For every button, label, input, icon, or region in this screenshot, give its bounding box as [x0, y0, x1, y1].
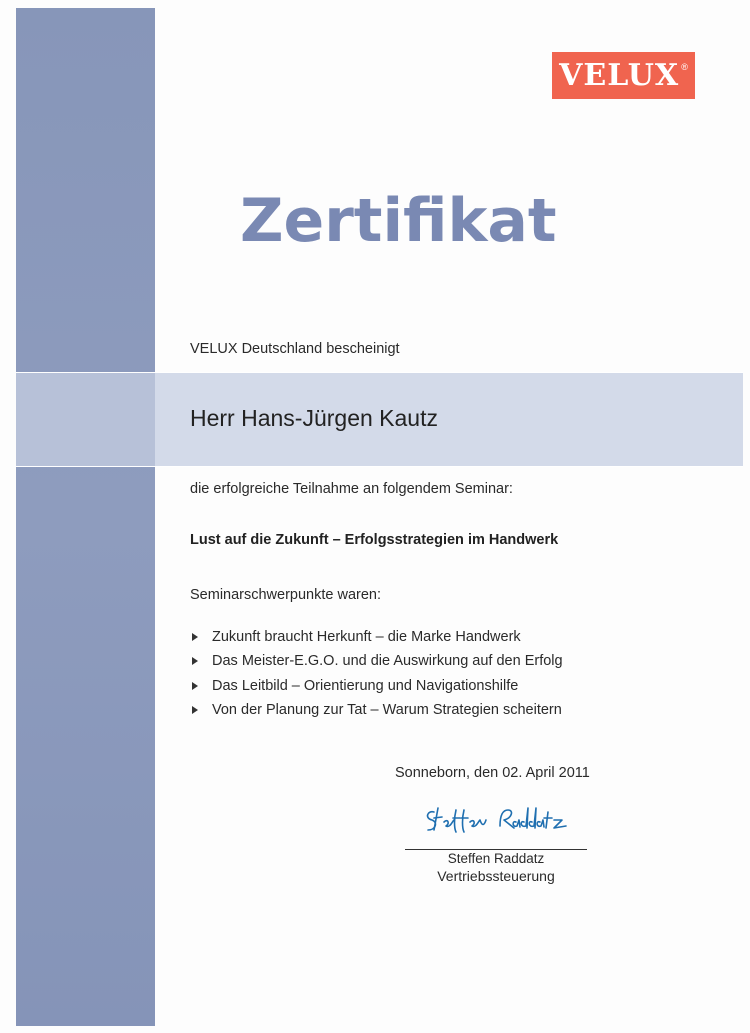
participation-statement: die erfolgreiche Teilnahme an folgendem Seminar:	[190, 481, 513, 497]
logo-text: VELUX	[559, 58, 680, 93]
topic-text: Von der Planung zur Tat – Warum Strategien scheitern	[212, 702, 562, 719]
bullet-icon	[192, 633, 198, 641]
list-item	[190, 649, 563, 673]
recipient-band-sidebar-section	[16, 372, 155, 467]
list-item	[190, 625, 563, 649]
seminar-title: Lust auf die Zukunft – Erfolgsstrategien im Handwerk	[190, 532, 559, 548]
topic-text: Zukunft braucht Herkunft – die Marke Handwerk	[212, 629, 521, 646]
bullet-icon	[192, 706, 198, 714]
velux-logo	[552, 52, 695, 99]
handwritten-signature	[420, 798, 580, 838]
list-item	[190, 698, 563, 722]
topics-label: Seminarschwerpunkte waren:	[190, 587, 382, 603]
registered-mark: ®	[681, 61, 688, 72]
recipient-name: Herr Hans-Jürgen Kautz	[190, 405, 438, 431]
certificate-intro: VELUX Deutschland bescheinigt	[190, 341, 400, 357]
signature-line	[405, 849, 587, 850]
bullet-icon	[192, 657, 198, 665]
bullet-icon	[192, 682, 198, 690]
signer-name: Steffen Raddatz	[447, 851, 545, 866]
topics-list	[190, 625, 563, 722]
certificate-title: Zertifikat	[240, 186, 557, 256]
decorative-sidebar	[16, 8, 155, 1026]
signer-role: Vertriebssteuerung	[437, 868, 555, 884]
place-and-date: Sonneborn, den 02. April 2011	[395, 765, 590, 781]
topic-text: Das Leitbild – Orientierung und Navigationshilfe	[212, 677, 519, 694]
list-item	[190, 674, 563, 698]
topic-text: Das Meister-E.G.O. und die Auswirkung auf den Erfolg	[212, 653, 563, 670]
